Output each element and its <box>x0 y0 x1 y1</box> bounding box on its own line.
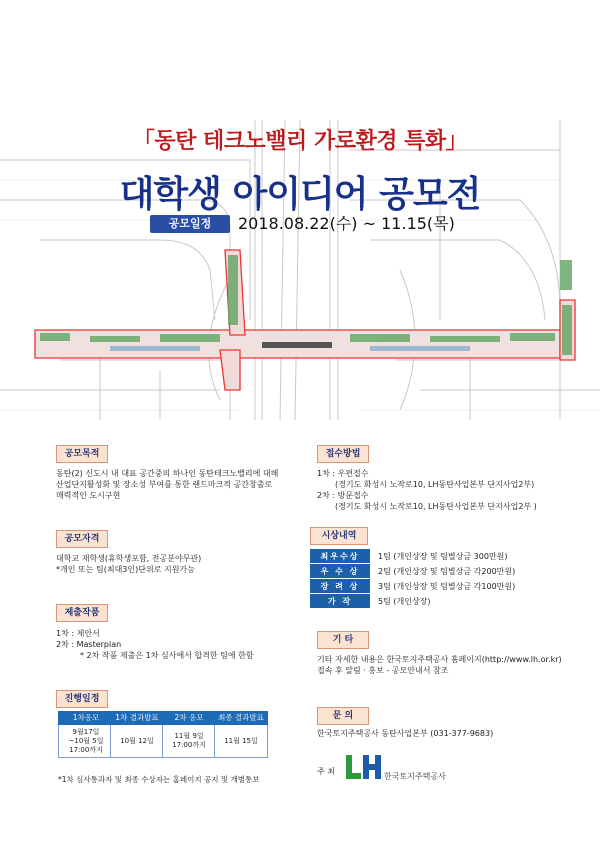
etc-heading: 기 타 <box>317 631 369 649</box>
schedule-date-line: 11월 9일 <box>174 732 204 740</box>
title-line-2: 대학생 아이디어 공모전 <box>119 174 481 215</box>
schedule-step-date <box>162 725 216 758</box>
period-dates: 2018.08.22(수) ~ 11.15(목) <box>238 214 455 233</box>
eligibility-line: 대학교 재학생(휴학생포함, 전공분야무관) <box>56 554 202 563</box>
etc-text <box>317 654 562 676</box>
schedule-step-date <box>58 725 114 758</box>
purpose-line: 산업단지활성화 및 장소성 부여를 통한 랜드마크적 공간창출로 <box>56 480 273 489</box>
eligibility-text <box>56 553 201 575</box>
schedule-step-label: 1차 결과발표 <box>110 711 164 725</box>
title-line-1: 「동탄 테크노밸리 가로환경 특화」 <box>132 129 468 154</box>
awards-table <box>310 549 515 609</box>
award-desc: 5팀 (개인상장) <box>378 596 431 606</box>
schedule-step-label: 최종 결과발표 <box>214 711 268 725</box>
reception-text <box>317 468 537 512</box>
schedule-heading: 진행일정 <box>56 690 108 708</box>
schedule-step <box>162 711 216 758</box>
purpose-heading: 공모목적 <box>56 445 108 463</box>
schedule-step-date <box>214 725 268 758</box>
reception-line: (경기도 화성시 노작로10, LH동탄사업본부 단지사업2부) <box>335 480 535 489</box>
purpose-line: 동탄(2) 신도시 내 대표 공간중의 하나인 동탄테크노밸리에 대해 <box>56 469 279 478</box>
contact-text: 한국토지주택공사 동탄사업본부 (031-377-9683) <box>317 729 494 738</box>
award-rank: 최우수상 <box>310 549 370 564</box>
etc-line: 접속 후 알림 · 홍보 - 공모안내서 참조 <box>317 666 449 675</box>
submission-line: * 2차 작품 제출은 1차 심사에서 합격한 팀에 한함 <box>80 651 254 660</box>
submission-line: 1차 : 제안서 <box>56 629 100 638</box>
awards-heading: 시상내역 <box>310 527 368 545</box>
schedule-step <box>58 711 114 758</box>
schedule-step <box>110 711 164 758</box>
schedule-date-line: 17:00까지 <box>69 745 103 754</box>
schedule-date-line: 9월17일 <box>72 727 100 736</box>
award-row <box>310 564 515 579</box>
schedule-step-date <box>110 725 164 758</box>
period-badge: 공모일정 <box>150 215 230 233</box>
host-name: 한국토지주택공사 <box>384 772 446 781</box>
eligibility-heading: 공모자격 <box>56 530 108 548</box>
lh-logo <box>344 752 384 782</box>
contact-heading: 문 의 <box>317 707 369 725</box>
schedule-date-line: 17:00까지 <box>172 741 206 749</box>
site-plan-map <box>0 120 600 420</box>
award-rank: 우 수 상 <box>310 564 370 579</box>
reception-line: (경기도 화성시 노작로10, LH동탄사업본부 단지사업2부 ) <box>335 502 537 511</box>
schedule-step <box>214 711 268 758</box>
award-row <box>310 549 515 564</box>
reception-line: 2차 : 방문접수 <box>317 491 369 500</box>
schedule-note: *1차 심사통과자 및 최종 수상자는 홈페이지 공지 및 개별통보 <box>58 775 260 784</box>
award-rank: 가 작 <box>310 594 370 609</box>
schedule-date-line: ~10월 5일 <box>68 736 104 745</box>
reception-heading: 접수방법 <box>317 445 369 463</box>
schedule-step-label: 1차응모 <box>58 711 114 725</box>
host-label: 주 최 <box>317 767 335 776</box>
eligibility-line: *개인 또는 팀(최대3인)단위로 지원가능 <box>56 565 195 574</box>
submission-heading: 제출작품 <box>56 604 108 622</box>
schedule-step-label: 2차 응모 <box>162 711 216 725</box>
schedule-date-line: 10월 12일 <box>120 736 154 745</box>
etc-line: 기타 자세한 내용은 한국토지주택공사 홈페이지(http://www.lh.or.kr) <box>317 655 562 664</box>
award-desc: 3팀 (개인상장 및 팀별상금 각100만원) <box>378 581 516 591</box>
submission-line: 2차 : Masterplan <box>56 640 122 649</box>
submission-text <box>56 628 254 661</box>
schedule-date-line: 11월 15일 <box>224 736 258 745</box>
reception-line: 1차 : 우편접수 <box>317 469 369 478</box>
award-rank: 장 려 상 <box>310 579 370 594</box>
purpose-line: 매력적인 도시구현 <box>56 491 121 500</box>
award-row <box>310 594 515 609</box>
award-desc: 1팀 (개인상장 및 팀별상금 300만원) <box>378 551 508 561</box>
award-row <box>310 579 515 594</box>
purpose-text <box>56 468 278 501</box>
award-desc: 2팀 (개인상장 및 팀별상금 각200만원) <box>378 566 516 576</box>
